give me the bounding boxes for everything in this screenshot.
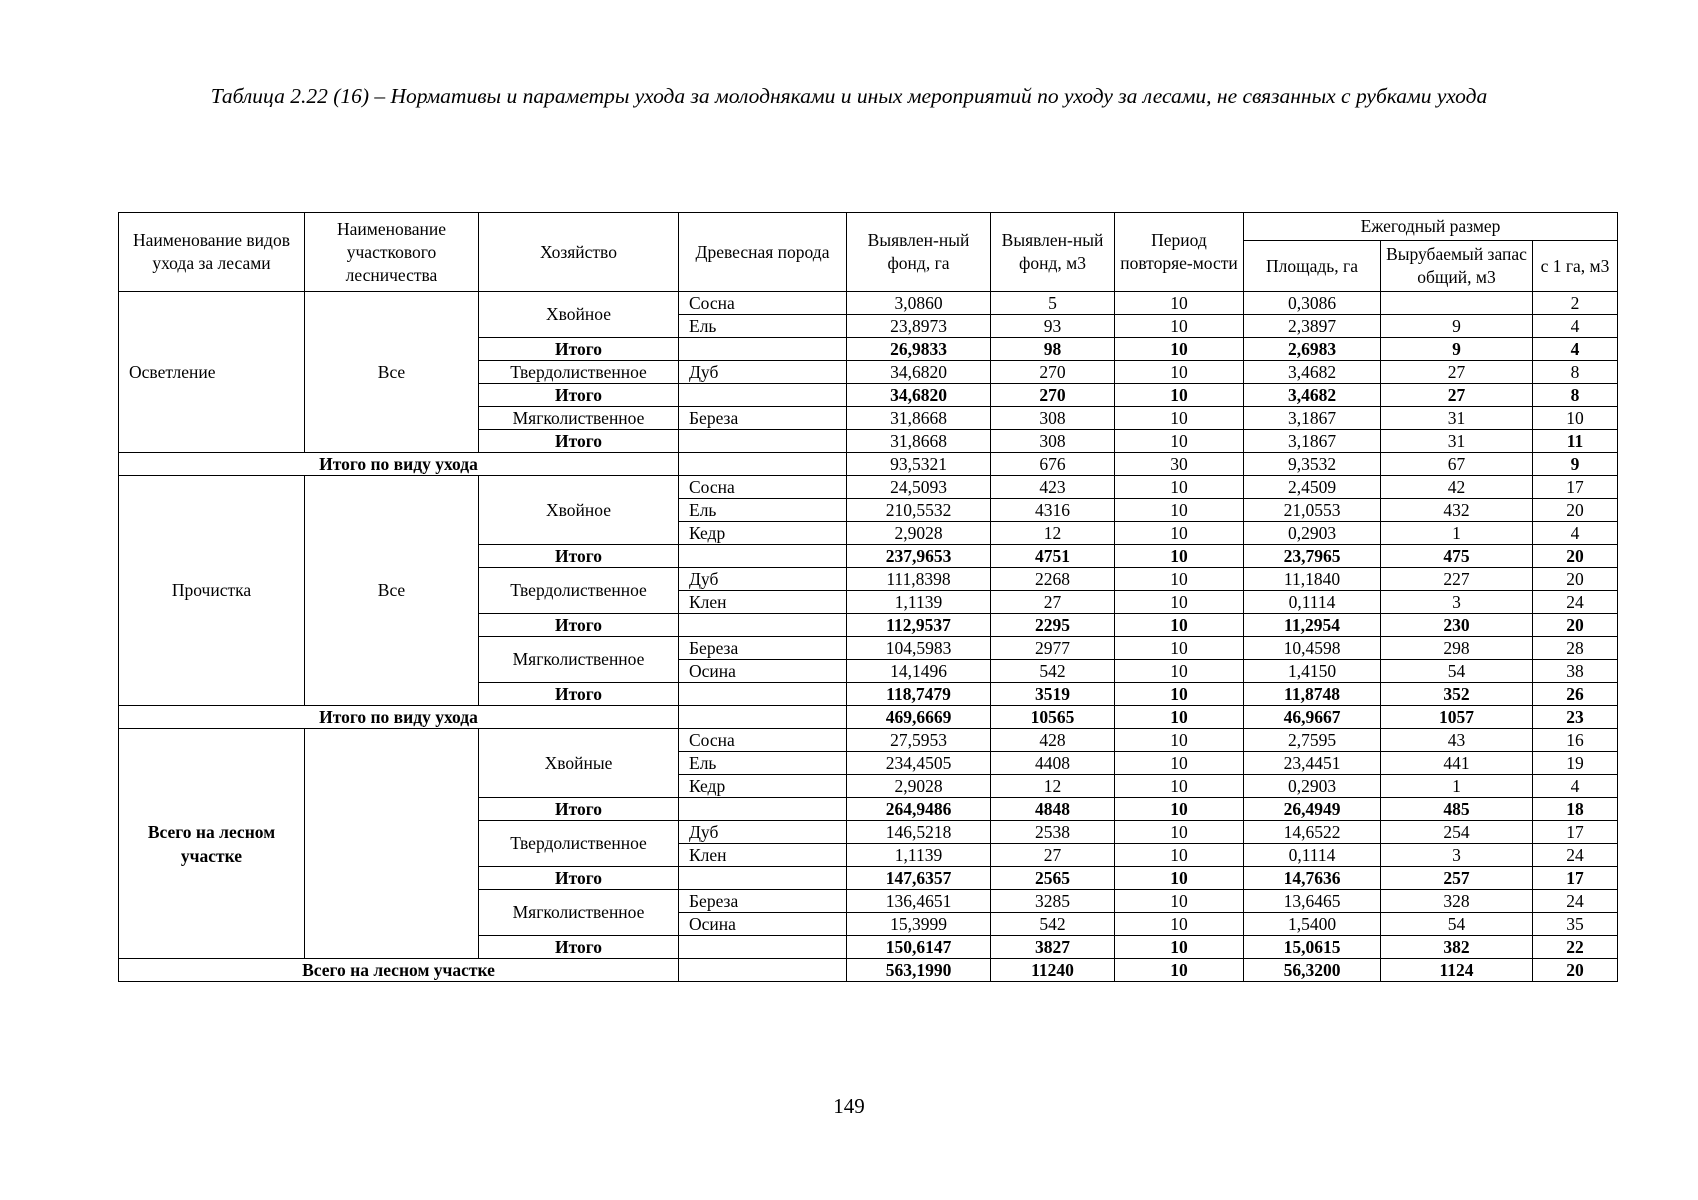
ploshad-cell: 21,0553 (1244, 499, 1381, 522)
period-cell: 10 (1115, 936, 1244, 959)
ploshad-cell: 3,1867 (1244, 430, 1381, 453)
period-cell: 10 (1115, 844, 1244, 867)
fond-m3-cell: 27 (991, 844, 1115, 867)
fond-m3-cell: 542 (991, 913, 1115, 936)
period-cell: 10 (1115, 729, 1244, 752)
s1ga-cell: 2 (1533, 292, 1618, 315)
fond-ga-cell: 27,5953 (847, 729, 991, 752)
poroda-cell (679, 683, 847, 706)
zapas-cell: 67 (1381, 453, 1533, 476)
section-lesnichestvo (305, 729, 479, 959)
zapas-cell: 31 (1381, 407, 1533, 430)
period-cell: 10 (1115, 683, 1244, 706)
section-total-label: Итого по виду ухода (119, 706, 679, 729)
fond-m3-cell: 2565 (991, 867, 1115, 890)
zapas-cell: 227 (1381, 568, 1533, 591)
fond-m3-cell: 308 (991, 430, 1115, 453)
poroda-cell: Ель (679, 752, 847, 775)
zapas-cell: 9 (1381, 338, 1533, 361)
zapas-cell: 31 (1381, 430, 1533, 453)
fond-m3-cell: 12 (991, 775, 1115, 798)
poroda-cell: Сосна (679, 729, 847, 752)
fond-m3-cell: 428 (991, 729, 1115, 752)
s1ga-cell: 4 (1533, 315, 1618, 338)
fond-ga-cell: 563,1990 (847, 959, 991, 982)
poroda-cell: Дуб (679, 568, 847, 591)
period-cell: 10 (1115, 798, 1244, 821)
fond-m3-cell: 5 (991, 292, 1115, 315)
fond-ga-cell: 34,6820 (847, 384, 991, 407)
fond-m3-cell: 3519 (991, 683, 1115, 706)
period-cell: 10 (1115, 821, 1244, 844)
s1ga-cell: 28 (1533, 637, 1618, 660)
ploshad-cell: 23,7965 (1244, 545, 1381, 568)
period-cell: 10 (1115, 315, 1244, 338)
ploshad-cell: 0,2903 (1244, 775, 1381, 798)
s1ga-cell: 20 (1533, 568, 1618, 591)
grand-total-label: Всего на лесном участке (119, 959, 679, 982)
s1ga-cell: 24 (1533, 890, 1618, 913)
hoz-cell: Итого (479, 384, 679, 407)
s1ga-cell: 20 (1533, 614, 1618, 637)
poroda-cell: Береза (679, 890, 847, 913)
s1ga-cell: 24 (1533, 591, 1618, 614)
ploshad-cell: 2,3897 (1244, 315, 1381, 338)
period-cell: 10 (1115, 614, 1244, 637)
fond-m3-cell: 3285 (991, 890, 1115, 913)
table-row (119, 959, 1618, 982)
fond-m3-cell: 27 (991, 591, 1115, 614)
hoz-cell: Твердолиственное (479, 361, 679, 384)
ploshad-cell: 0,2903 (1244, 522, 1381, 545)
table-row (119, 729, 1618, 752)
ploshad-cell: 2,7595 (1244, 729, 1381, 752)
s1ga-cell: 24 (1533, 844, 1618, 867)
fond-m3-cell: 308 (991, 407, 1115, 430)
zapas-cell: 475 (1381, 545, 1533, 568)
ploshad-cell: 14,7636 (1244, 867, 1381, 890)
period-cell: 10 (1115, 660, 1244, 683)
header-zapas: Вырубаемый запас общий, м3 (1381, 241, 1533, 292)
header-period: Период повторяе-мости (1115, 213, 1244, 292)
fond-ga-cell: 2,9028 (847, 775, 991, 798)
fond-m3-cell: 2268 (991, 568, 1115, 591)
s1ga-cell: 16 (1533, 729, 1618, 752)
hoz-cell: Итого (479, 798, 679, 821)
hoz-cell: Твердолиственное (479, 568, 679, 614)
hoz-cell: Итого (479, 936, 679, 959)
ploshad-cell: 14,6522 (1244, 821, 1381, 844)
fond-m3-cell: 270 (991, 384, 1115, 407)
ploshad-cell: 1,4150 (1244, 660, 1381, 683)
fond-m3-cell: 542 (991, 660, 1115, 683)
table-row (119, 476, 1618, 499)
zapas-cell: 254 (1381, 821, 1533, 844)
fond-ga-cell: 2,9028 (847, 522, 991, 545)
poroda-cell: Клен (679, 591, 847, 614)
poroda-cell (679, 959, 847, 982)
fond-m3-cell: 676 (991, 453, 1115, 476)
fond-ga-cell: 136,4651 (847, 890, 991, 913)
zapas-cell: 1057 (1381, 706, 1533, 729)
fond-m3-cell: 93 (991, 315, 1115, 338)
poroda-cell: Береза (679, 637, 847, 660)
period-cell: 10 (1115, 430, 1244, 453)
period-cell: 10 (1115, 752, 1244, 775)
s1ga-cell: 4 (1533, 522, 1618, 545)
zapas-cell: 298 (1381, 637, 1533, 660)
zapas-cell: 485 (1381, 798, 1533, 821)
header-poroda: Древесная порода (679, 213, 847, 292)
ploshad-cell: 11,8748 (1244, 683, 1381, 706)
ploshad-cell: 13,6465 (1244, 890, 1381, 913)
fond-ga-cell: 34,6820 (847, 361, 991, 384)
poroda-cell (679, 867, 847, 890)
forest-care-table (118, 212, 1618, 982)
fond-ga-cell: 24,5093 (847, 476, 991, 499)
period-cell: 10 (1115, 407, 1244, 430)
fond-m3-cell: 3827 (991, 936, 1115, 959)
ploshad-cell: 23,4451 (1244, 752, 1381, 775)
hoz-cell: Итого (479, 683, 679, 706)
ploshad-cell: 0,1114 (1244, 591, 1381, 614)
fond-ga-cell: 1,1139 (847, 844, 991, 867)
s1ga-cell: 18 (1533, 798, 1618, 821)
header-fond-ga: Выявлен-ный фонд, га (847, 213, 991, 292)
fond-m3-cell: 270 (991, 361, 1115, 384)
section-label: Прочистка (119, 476, 305, 706)
hoz-cell: Хвойные (479, 729, 679, 798)
period-cell: 10 (1115, 292, 1244, 315)
fond-ga-cell: 112,9537 (847, 614, 991, 637)
fond-ga-cell: 31,8668 (847, 430, 991, 453)
s1ga-cell: 10 (1533, 407, 1618, 430)
fond-m3-cell: 12 (991, 522, 1115, 545)
fond-ga-cell: 147,6357 (847, 867, 991, 890)
header-lesnichestvo: Наименование участкового лесничества (305, 213, 479, 292)
section-lesnichestvo: Все (305, 292, 479, 453)
hoz-cell: Итого (479, 614, 679, 637)
fond-m3-cell: 4848 (991, 798, 1115, 821)
s1ga-cell: 20 (1533, 545, 1618, 568)
fond-ga-cell: 104,5983 (847, 637, 991, 660)
poroda-cell (679, 798, 847, 821)
period-cell: 10 (1115, 591, 1244, 614)
ploshad-cell: 10,4598 (1244, 637, 1381, 660)
zapas-cell: 230 (1381, 614, 1533, 637)
s1ga-cell: 17 (1533, 476, 1618, 499)
fond-ga-cell: 150,6147 (847, 936, 991, 959)
header-vid: Наименование видов ухода за лесами (119, 213, 305, 292)
s1ga-cell: 11 (1533, 430, 1618, 453)
section-total-label: Итого по виду ухода (119, 453, 679, 476)
period-cell: 10 (1115, 361, 1244, 384)
period-cell: 10 (1115, 545, 1244, 568)
s1ga-cell: 35 (1533, 913, 1618, 936)
s1ga-cell: 8 (1533, 361, 1618, 384)
poroda-cell (679, 430, 847, 453)
poroda-cell (679, 614, 847, 637)
zapas-cell: 1124 (1381, 959, 1533, 982)
fond-ga-cell: 237,9653 (847, 545, 991, 568)
hoz-cell: Итого (479, 430, 679, 453)
fond-m3-cell: 98 (991, 338, 1115, 361)
zapas-cell: 3 (1381, 591, 1533, 614)
ploshad-cell: 3,1867 (1244, 407, 1381, 430)
poroda-cell: Ель (679, 315, 847, 338)
hoz-cell: Хвойное (479, 292, 679, 338)
poroda-cell: Дуб (679, 361, 847, 384)
fond-ga-cell: 210,5532 (847, 499, 991, 522)
s1ga-cell: 4 (1533, 775, 1618, 798)
zapas-cell (1381, 292, 1533, 315)
zapas-cell: 352 (1381, 683, 1533, 706)
period-cell: 10 (1115, 384, 1244, 407)
fond-ga-cell: 93,5321 (847, 453, 991, 476)
s1ga-cell: 9 (1533, 453, 1618, 476)
ploshad-cell: 56,3200 (1244, 959, 1381, 982)
fond-ga-cell: 111,8398 (847, 568, 991, 591)
fond-ga-cell: 3,0860 (847, 292, 991, 315)
s1ga-cell: 19 (1533, 752, 1618, 775)
s1ga-cell: 20 (1533, 499, 1618, 522)
period-cell: 10 (1115, 775, 1244, 798)
fond-ga-cell: 469,6669 (847, 706, 991, 729)
poroda-cell: Ель (679, 499, 847, 522)
ploshad-cell: 46,9667 (1244, 706, 1381, 729)
period-cell: 10 (1115, 890, 1244, 913)
hoz-cell: Мягколиственное (479, 407, 679, 430)
zapas-cell: 382 (1381, 936, 1533, 959)
fond-ga-cell: 1,1139 (847, 591, 991, 614)
hoz-cell: Итого (479, 338, 679, 361)
ploshad-cell: 3,4682 (1244, 361, 1381, 384)
poroda-cell (679, 706, 847, 729)
s1ga-cell: 8 (1533, 384, 1618, 407)
period-cell: 10 (1115, 568, 1244, 591)
poroda-cell: Клен (679, 844, 847, 867)
zapas-cell: 27 (1381, 361, 1533, 384)
fond-m3-cell: 2977 (991, 637, 1115, 660)
hoz-cell: Итого (479, 545, 679, 568)
zapas-cell: 1 (1381, 775, 1533, 798)
fond-m3-cell: 4751 (991, 545, 1115, 568)
hoz-cell: Мягколиственное (479, 890, 679, 936)
zapas-cell: 328 (1381, 890, 1533, 913)
period-cell: 10 (1115, 476, 1244, 499)
period-cell: 10 (1115, 499, 1244, 522)
fond-ga-cell: 26,9833 (847, 338, 991, 361)
period-cell: 10 (1115, 338, 1244, 361)
poroda-cell: Береза (679, 407, 847, 430)
hoz-cell: Итого (479, 867, 679, 890)
fond-m3-cell: 11240 (991, 959, 1115, 982)
period-cell: 10 (1115, 637, 1244, 660)
page-number: 149 (833, 1094, 865, 1118)
zapas-cell: 9 (1381, 315, 1533, 338)
poroda-cell: Дуб (679, 821, 847, 844)
fond-ga-cell: 14,1496 (847, 660, 991, 683)
table-row (119, 292, 1618, 315)
header-hoz: Хозяйство (479, 213, 679, 292)
zapas-cell: 54 (1381, 660, 1533, 683)
table-row (119, 706, 1618, 729)
fond-ga-cell: 15,3999 (847, 913, 991, 936)
s1ga-cell: 17 (1533, 821, 1618, 844)
ploshad-cell: 2,6983 (1244, 338, 1381, 361)
fond-m3-cell: 2295 (991, 614, 1115, 637)
poroda-cell (679, 338, 847, 361)
header-fond-m3: Выявлен-ный фонд, м3 (991, 213, 1115, 292)
poroda-cell (679, 384, 847, 407)
section-lesnichestvo: Все (305, 476, 479, 706)
table-caption: Таблица 2.22 (16) – Нормативы и параметры ухода за молодняками и иных мероприятий по уходу за лесами, не связанных с рубками ухода (210, 84, 1488, 108)
poroda-cell: Сосна (679, 476, 847, 499)
poroda-cell (679, 936, 847, 959)
header-s1ga: с 1 га, м3 (1533, 241, 1618, 292)
fond-ga-cell: 31,8668 (847, 407, 991, 430)
section-label: Всего на лесном участке (119, 729, 305, 959)
hoz-cell: Мягколиственное (479, 637, 679, 683)
s1ga-cell: 4 (1533, 338, 1618, 361)
ploshad-cell: 1,5400 (1244, 913, 1381, 936)
ploshad-cell: 9,3532 (1244, 453, 1381, 476)
zapas-cell: 27 (1381, 384, 1533, 407)
s1ga-cell: 38 (1533, 660, 1618, 683)
zapas-cell: 42 (1381, 476, 1533, 499)
zapas-cell: 441 (1381, 752, 1533, 775)
fond-m3-cell: 4316 (991, 499, 1115, 522)
fond-m3-cell: 4408 (991, 752, 1115, 775)
fond-m3-cell: 10565 (991, 706, 1115, 729)
ploshad-cell: 15,0615 (1244, 936, 1381, 959)
ploshad-cell: 11,1840 (1244, 568, 1381, 591)
s1ga-cell: 23 (1533, 706, 1618, 729)
zapas-cell: 3 (1381, 844, 1533, 867)
zapas-cell: 1 (1381, 522, 1533, 545)
ploshad-cell: 0,3086 (1244, 292, 1381, 315)
s1ga-cell: 22 (1533, 936, 1618, 959)
section-label: Осветление (119, 292, 305, 453)
poroda-cell: Сосна (679, 292, 847, 315)
ploshad-cell: 2,4509 (1244, 476, 1381, 499)
hoz-cell: Твердолиственное (479, 821, 679, 867)
fond-ga-cell: 264,9486 (847, 798, 991, 821)
period-cell: 10 (1115, 959, 1244, 982)
poroda-cell: Осина (679, 913, 847, 936)
zapas-cell: 257 (1381, 867, 1533, 890)
zapas-cell: 43 (1381, 729, 1533, 752)
fond-m3-cell: 2538 (991, 821, 1115, 844)
poroda-cell (679, 453, 847, 476)
ploshad-cell: 11,2954 (1244, 614, 1381, 637)
poroda-cell: Кедр (679, 775, 847, 798)
period-cell: 10 (1115, 913, 1244, 936)
poroda-cell: Кедр (679, 522, 847, 545)
hoz-cell: Хвойное (479, 476, 679, 545)
zapas-cell: 54 (1381, 913, 1533, 936)
table-row (119, 453, 1618, 476)
poroda-cell: Осина (679, 660, 847, 683)
period-cell: 10 (1115, 522, 1244, 545)
s1ga-cell: 17 (1533, 867, 1618, 890)
poroda-cell (679, 545, 847, 568)
fond-ga-cell: 146,5218 (847, 821, 991, 844)
ploshad-cell: 26,4949 (1244, 798, 1381, 821)
period-cell: 10 (1115, 706, 1244, 729)
period-cell: 30 (1115, 453, 1244, 476)
period-cell: 10 (1115, 867, 1244, 890)
ploshad-cell: 3,4682 (1244, 384, 1381, 407)
fond-ga-cell: 234,4505 (847, 752, 991, 775)
s1ga-cell: 26 (1533, 683, 1618, 706)
ploshad-cell: 0,1114 (1244, 844, 1381, 867)
header-ploshad: Площадь, га (1244, 241, 1381, 292)
fond-ga-cell: 118,7479 (847, 683, 991, 706)
fond-ga-cell: 23,8973 (847, 315, 991, 338)
zapas-cell: 432 (1381, 499, 1533, 522)
header-ezhegodny: Ежегодный размер (1244, 213, 1618, 241)
fond-m3-cell: 423 (991, 476, 1115, 499)
s1ga-cell: 20 (1533, 959, 1618, 982)
